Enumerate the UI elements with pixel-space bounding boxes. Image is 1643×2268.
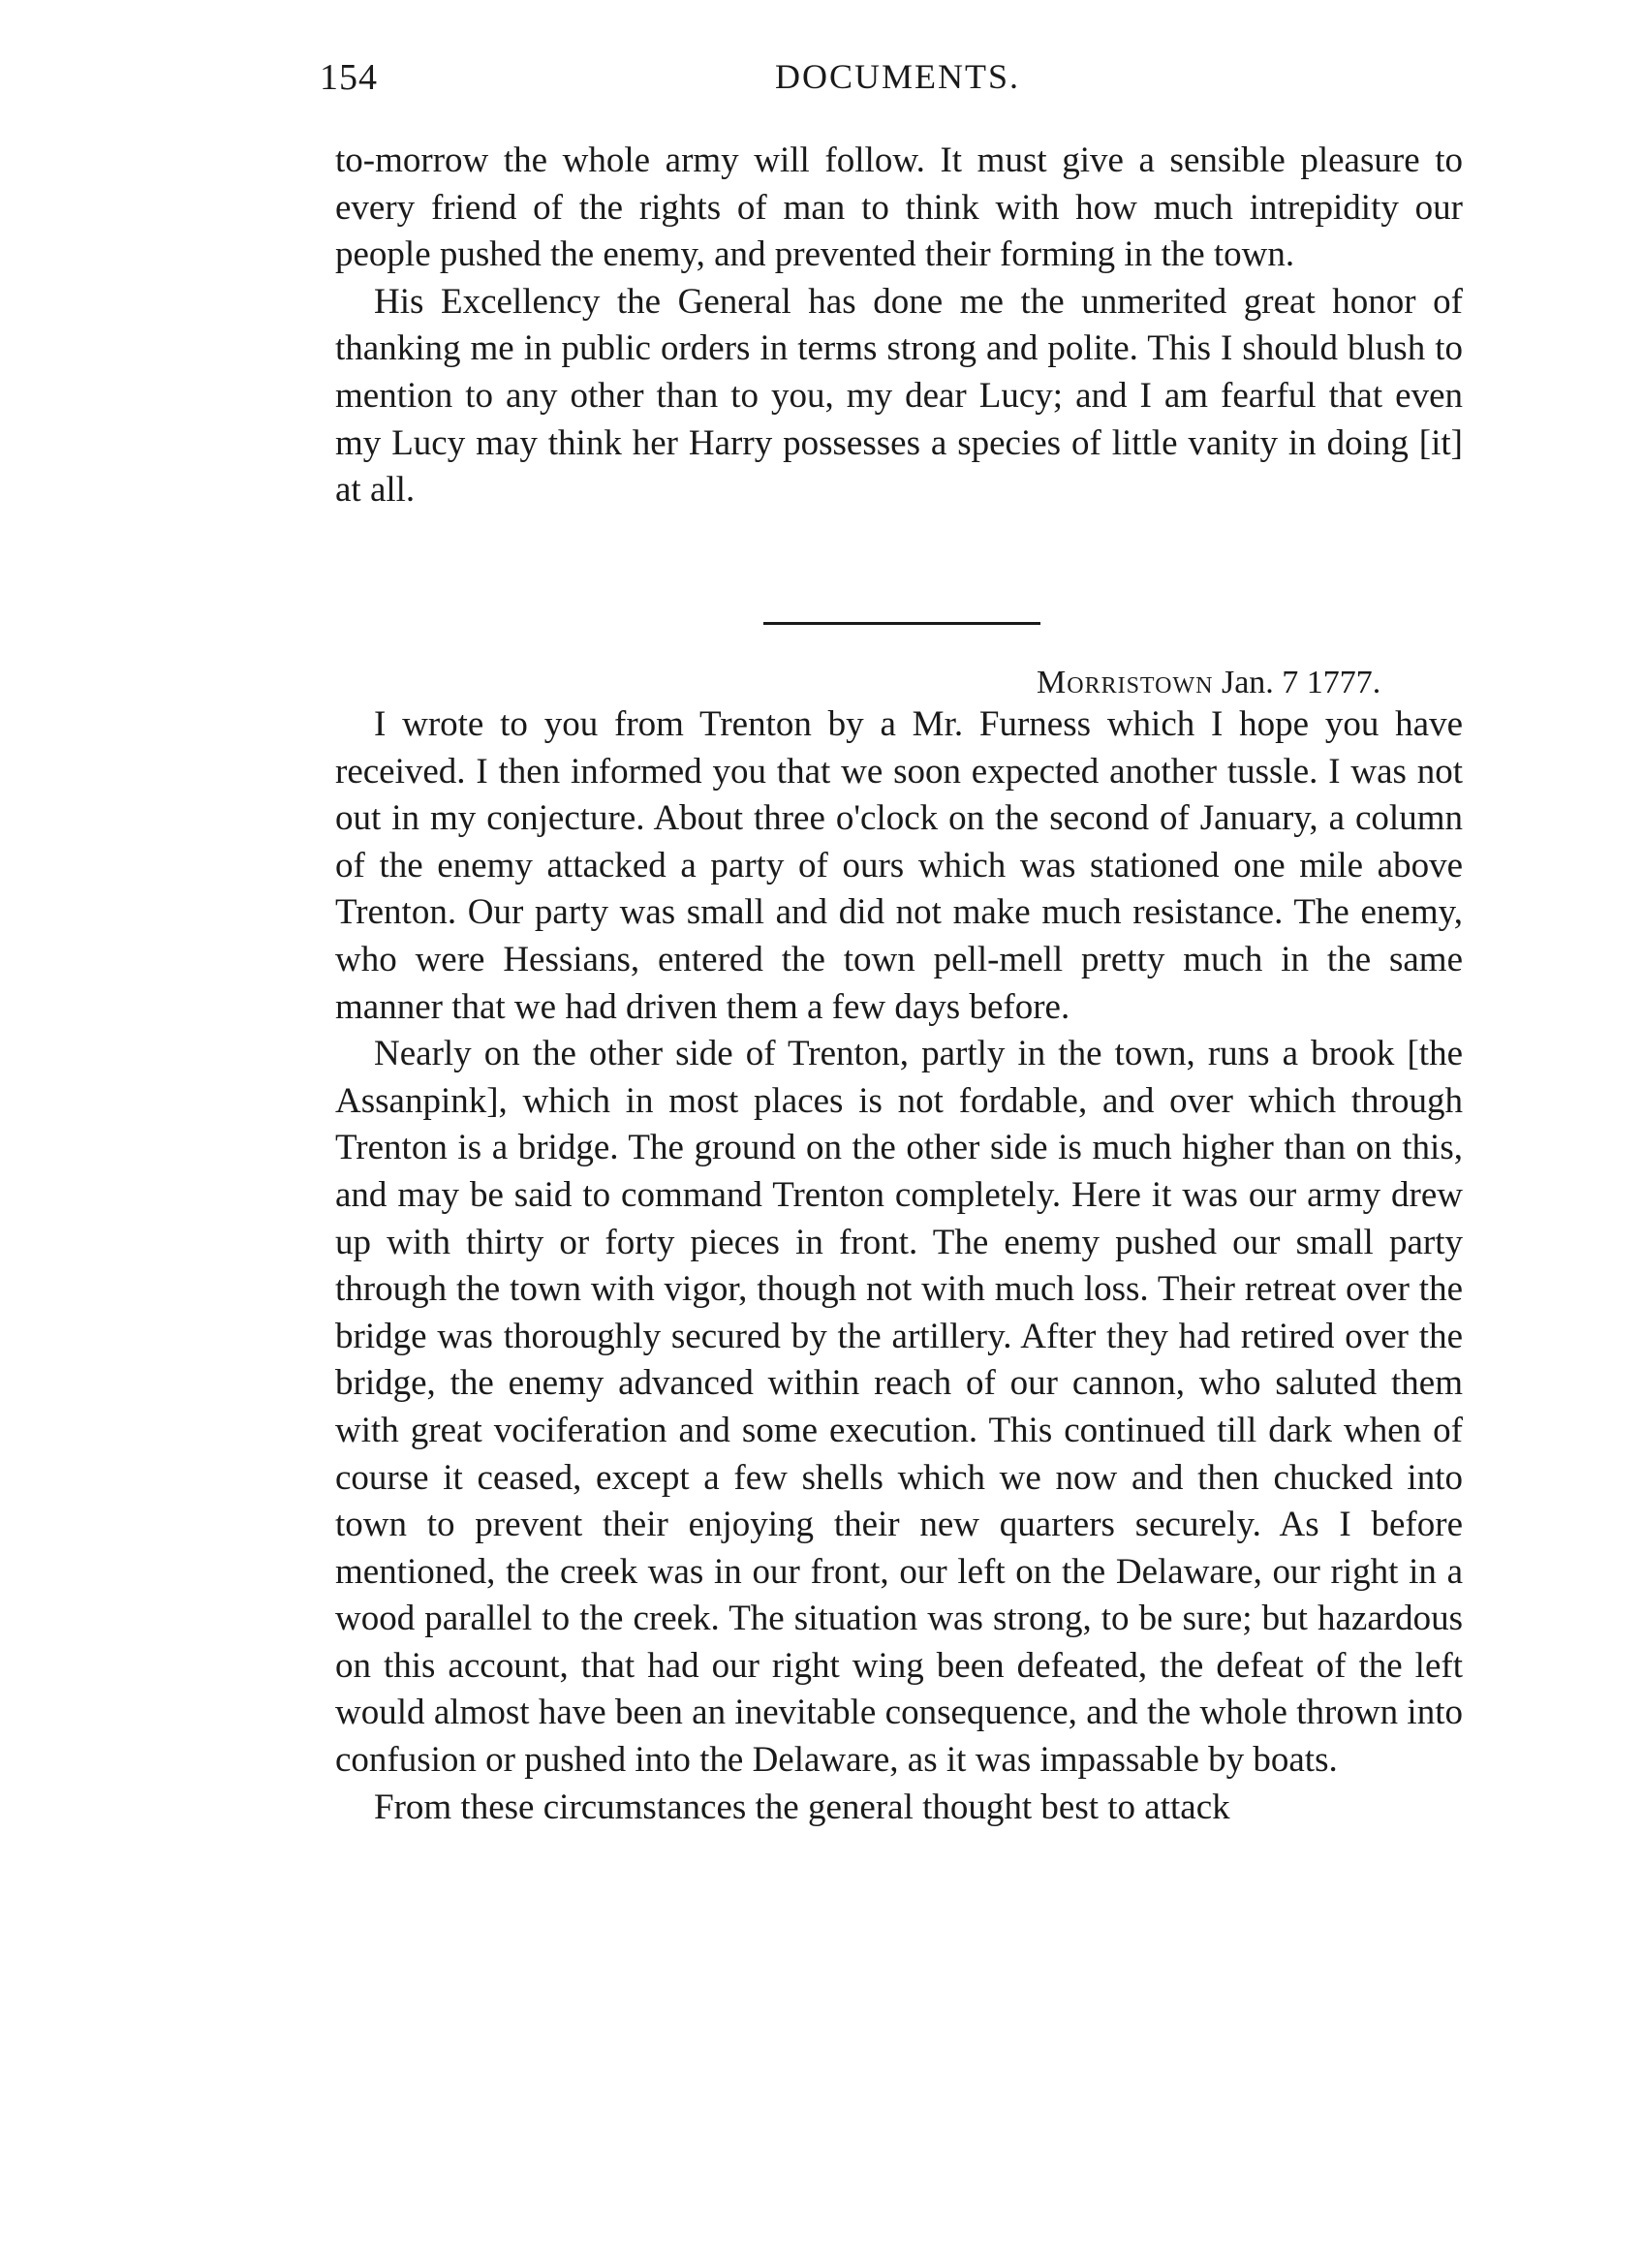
paragraph: to-morrow the whole army will follow. It must give a sensible pleasure to every friend of the rights of man to think with how much intrepidity our people pushed the enemy, and prevented their forming in the town.	[335, 140, 1463, 275]
section-divider	[763, 622, 1040, 625]
paragraph: I wrote to you from Trenton by a Mr. Furness which I hope you have received. I then informed you that we soon expected another tussle. I was not out in my conjecture. About three o'clock on the second of January, a column of the enemy attacked a party of ours which was stationed one mile above Trenton. Our party was small and did not make much resistance. The enemy, who were Hessians, entered the town pell-mell pretty much in the same manner that we had driven them a few days before.	[335, 704, 1463, 1027]
page-number: 154	[320, 57, 378, 98]
running-head: DOCUMENTS.	[775, 57, 1021, 96]
paragraph: From these circumstances the general thought best to attack	[374, 1786, 1230, 1827]
paragraph: Nearly on the other side of Trenton, partly in the town, runs a brook [the Assanpink], which in most places is not fordable, and over which through Trenton is a bridge. The ground on the other side is much higher than on this, and may be said to command Trenton completely. Here it was our army drew up with thirty or forty pieces in front. The enemy pushed our small party through the town with vigor, though not with much loss. Their retreat over the bridge was thoroughly secured by the artillery. After they had retired over the bridge, the enemy advanced within reach of our cannon, who saluted them with great vociferation and some execution. This continued till dark when of course it ceased, except a few shells which we now and then chucked into town to prevent their enjoying their new quarters securely. As I before mentioned, the creek was in our front, our left on the Delaware, our right in a wood parallel to the creek. The situation was strong, to be sure; but hazardous on this account, that had our right wing been defeated, the defeat of the left would almost have been an inevitable consequence, and the whole thrown into confusion or pushed into the Delaware, as it was impassable by boats.	[335, 1034, 1463, 1781]
page-header	[320, 56, 1463, 114]
dateline	[1037, 665, 1380, 701]
dateline-place: Morristown	[1037, 665, 1214, 700]
letter-continuation	[335, 138, 1463, 514]
letter-body	[335, 701, 1463, 1831]
paragraph: His Excellency the General has done me the unmerited great honor of thanking me in public orders in terms strong and polite. This I should blush to mention to any other than to you, my dear Lucy; and I am fearful that even my Lucy may think her Harry possesses a species of little vanity in doing [it] at all.	[335, 281, 1463, 511]
dateline-date: Jan. 7 1777.	[1221, 665, 1381, 700]
